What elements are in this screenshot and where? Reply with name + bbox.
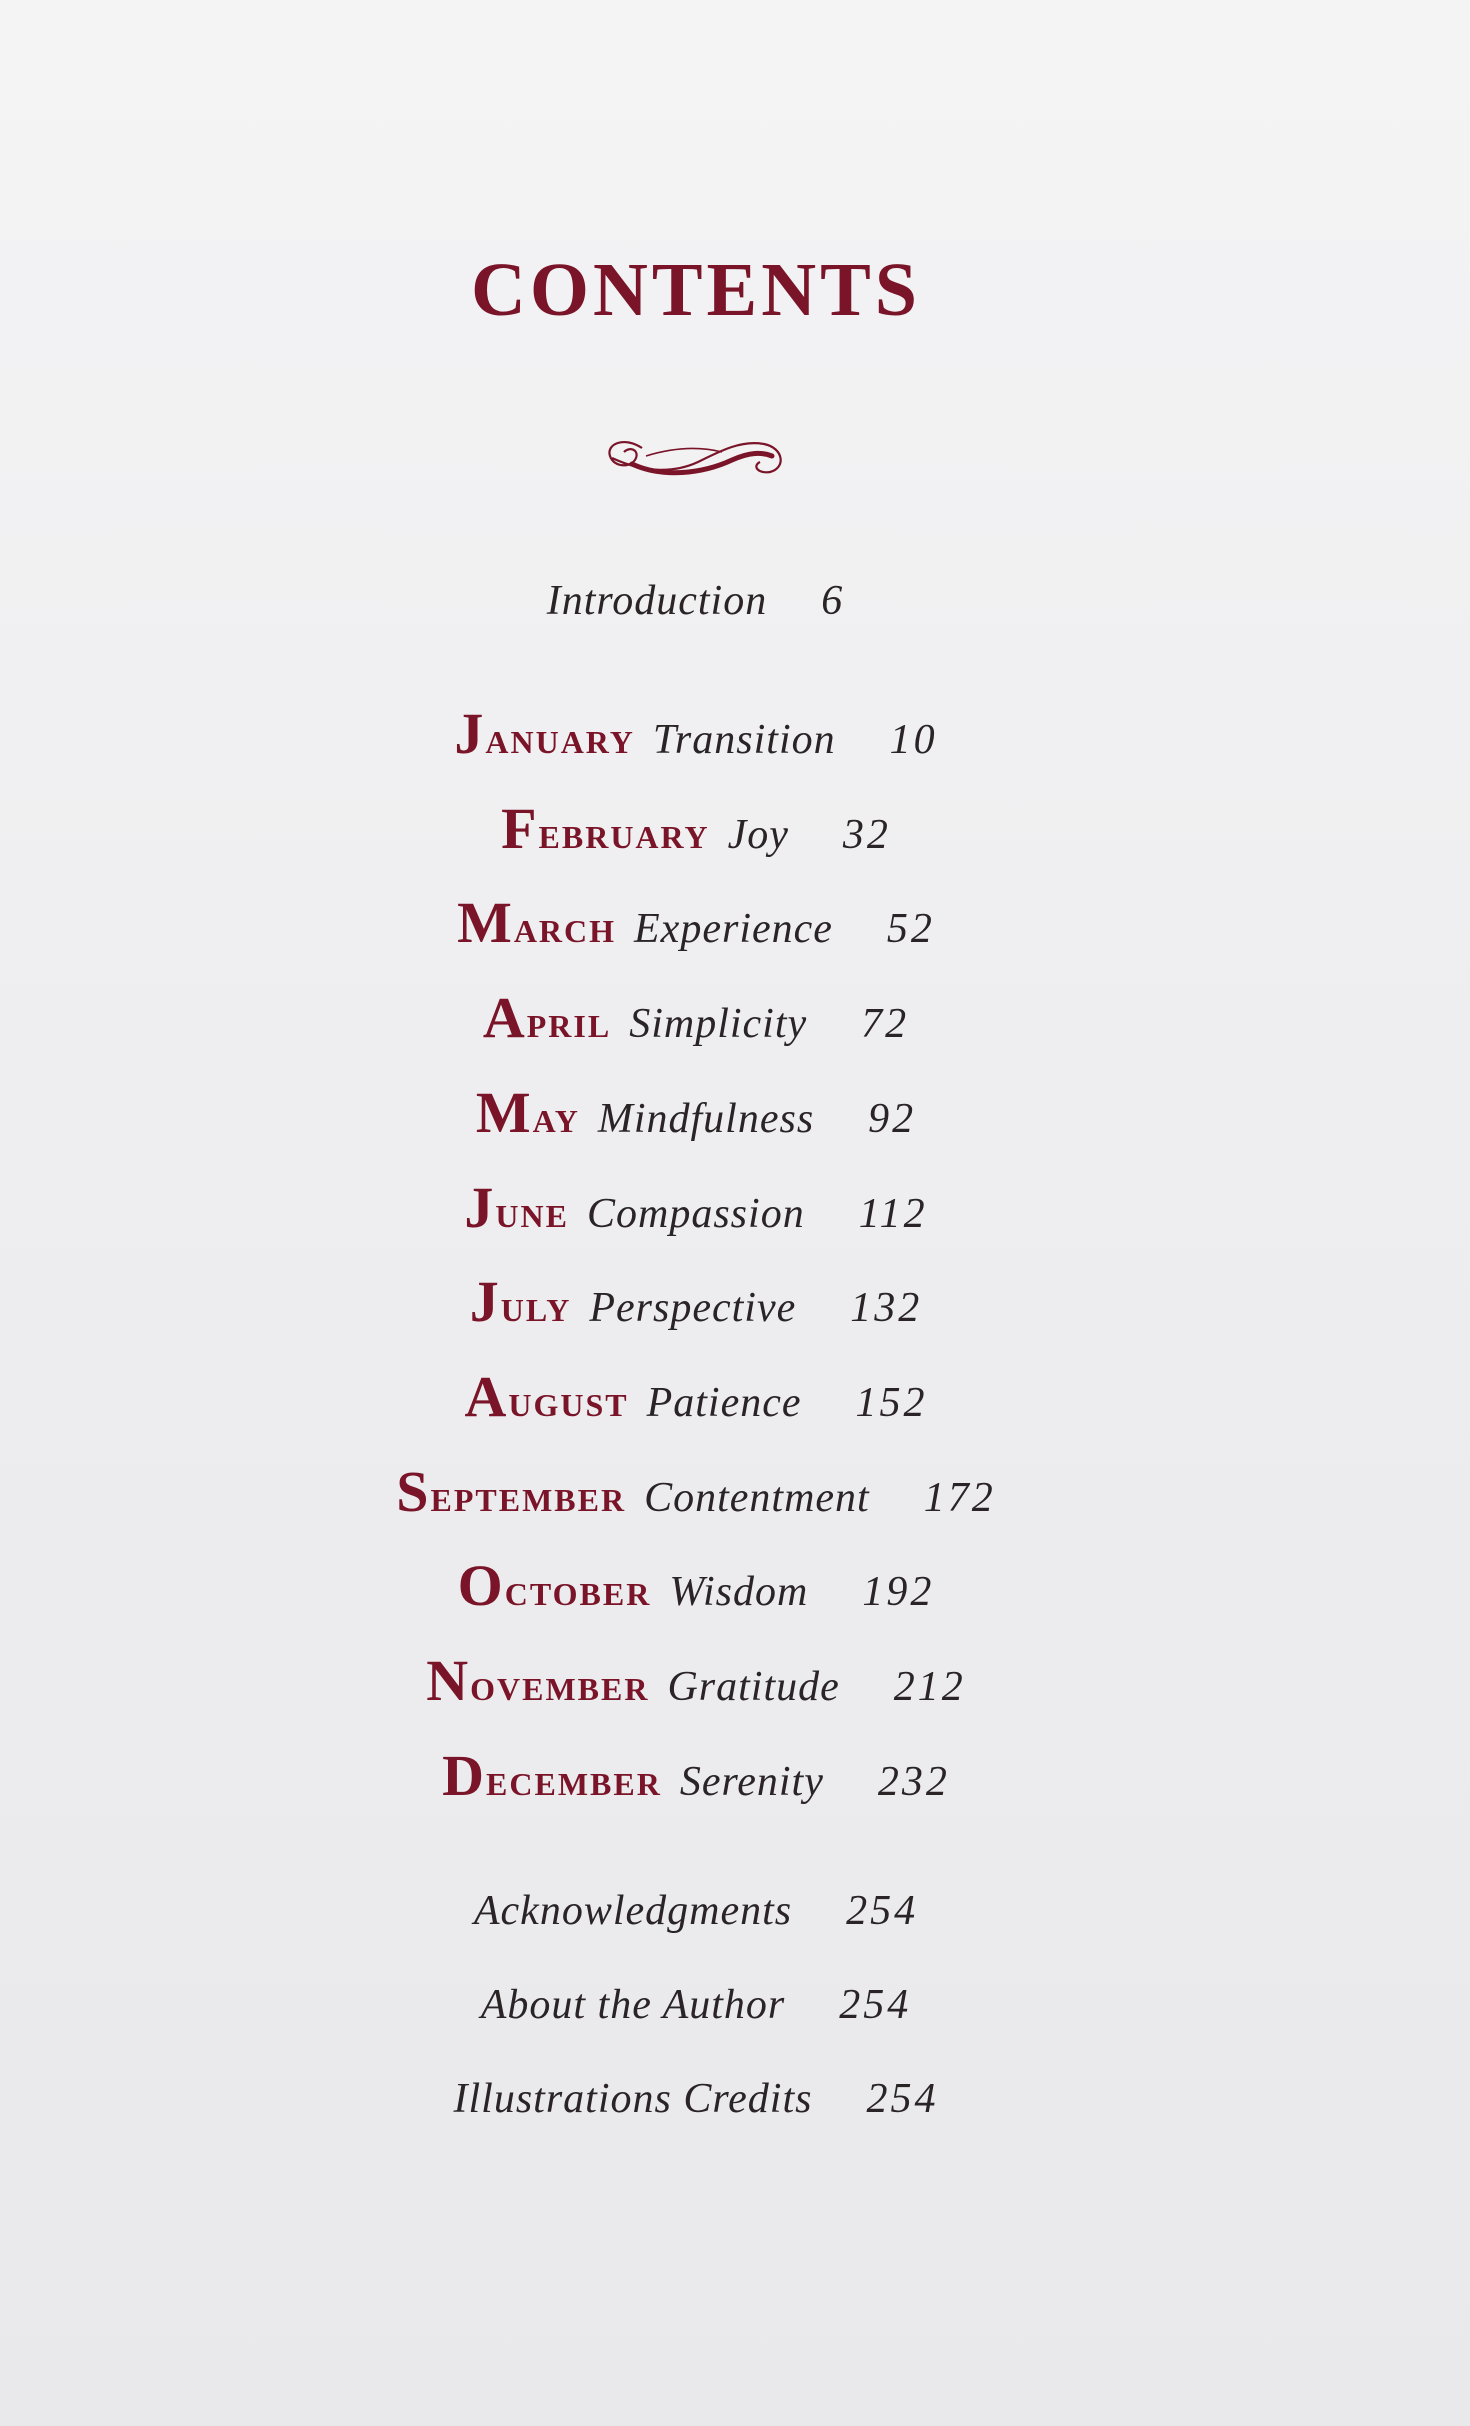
- toc-page-number: 10: [889, 717, 938, 763]
- toc-back-matter-entry[interactable]: [0, 1890, 1392, 1932]
- toc-month-entry[interactable]: [0, 796, 1392, 861]
- toc-back-matter-entry[interactable]: [0, 1984, 1392, 2026]
- toc-month-theme: Simplicity: [629, 1001, 808, 1047]
- toc-month-name: [475, 1080, 580, 1145]
- toc-month-theme: Mindfulness: [597, 1096, 815, 1142]
- toc-month-rest: pril: [526, 996, 612, 1047]
- toc-month-entry[interactable]: [0, 701, 1392, 766]
- toc-month-name: [482, 985, 612, 1050]
- toc-month-rest: eptember: [430, 1470, 627, 1521]
- toc-month-name: [457, 1553, 652, 1618]
- toc-page-number: 254: [866, 2076, 939, 2122]
- toc-month-entry[interactable]: [0, 1459, 1392, 1524]
- toc-month-name: [396, 1459, 627, 1524]
- toc-month-initial: M: [457, 890, 514, 955]
- flourish-ornament-icon: [602, 428, 790, 490]
- toc-month-entry[interactable]: [0, 1743, 1392, 1808]
- toc-month-entry[interactable]: [0, 1553, 1392, 1618]
- toc-month-name: [464, 1364, 629, 1429]
- toc-month-initial: J: [454, 701, 486, 766]
- toc-month-rest: ovember: [470, 1659, 650, 1710]
- toc-month-name: [464, 1175, 569, 1240]
- toc-month-name: [457, 890, 617, 955]
- toc-introduction[interactable]: [0, 580, 1392, 622]
- toc-page-number: 132: [850, 1285, 923, 1331]
- toc-month-name: [426, 1648, 650, 1713]
- toc-page-number: 112: [858, 1191, 928, 1237]
- toc-month-name: [501, 796, 710, 861]
- toc-month-rest: ecember: [486, 1754, 662, 1805]
- toc-label: Introduction: [546, 578, 768, 624]
- toc-page-number: 52: [886, 906, 935, 952]
- toc-month-rest: ugust: [508, 1375, 629, 1426]
- toc-month-initial: J: [464, 1175, 496, 1240]
- toc-month-rest: arch: [513, 901, 617, 952]
- toc-month-name: [442, 1743, 662, 1808]
- toc-month-entry[interactable]: [0, 1648, 1392, 1713]
- toc-month-initial: O: [457, 1553, 505, 1618]
- toc-month-initial: F: [501, 796, 539, 861]
- toc-month-rest: uly: [500, 1280, 572, 1331]
- toc-page-number: 254: [839, 1982, 912, 2028]
- toc-page-number: 92: [868, 1096, 917, 1142]
- toc-month-initial: N: [426, 1648, 471, 1713]
- toc-month-entry[interactable]: [0, 1175, 1392, 1240]
- toc-month-entry[interactable]: [0, 1080, 1392, 1145]
- toc-month-theme: Contentment: [644, 1475, 870, 1521]
- toc-month-entry[interactable]: [0, 985, 1392, 1050]
- toc-month-initial: S: [396, 1459, 431, 1524]
- toc-month-initial: J: [469, 1269, 501, 1334]
- toc-label: About the Author: [480, 1982, 786, 2028]
- toc-page-number: 6: [821, 578, 846, 624]
- toc-month-theme: Patience: [646, 1380, 802, 1426]
- toc-month-theme: Gratitude: [667, 1664, 840, 1710]
- toc-month-theme: Experience: [634, 906, 833, 952]
- toc-page-number: 212: [893, 1664, 966, 1710]
- toc-month-initial: A: [482, 985, 527, 1050]
- toc-page-number: 254: [846, 1888, 919, 1934]
- toc-page-number: 192: [862, 1569, 935, 1615]
- toc-page-number: 152: [855, 1380, 928, 1426]
- toc-page-number: 72: [861, 1001, 910, 1047]
- toc-month-theme: Perspective: [589, 1285, 797, 1331]
- toc-month-name: [454, 701, 635, 766]
- toc-month-name: [469, 1269, 572, 1334]
- toc-page-number: 32: [842, 812, 891, 858]
- toc-month-theme: Wisdom: [669, 1569, 809, 1615]
- toc-month-rest: ctober: [504, 1564, 652, 1615]
- toc-page-number: 172: [923, 1475, 996, 1521]
- toc-month-rest: ebruary: [538, 807, 710, 858]
- toc-month-initial: A: [464, 1364, 509, 1429]
- toc-month-theme: Joy: [727, 812, 789, 858]
- toc-back-matter-entry[interactable]: [0, 2078, 1392, 2120]
- toc-page-number: 232: [877, 1759, 950, 1805]
- toc-month-entry[interactable]: [0, 1269, 1392, 1334]
- toc-label: Illustrations Credits: [453, 2076, 813, 2122]
- toc-label: Acknowledgments: [473, 1888, 793, 1934]
- toc-month-entry[interactable]: [0, 890, 1392, 955]
- toc-month-rest: une: [495, 1186, 569, 1237]
- toc-month-theme: Serenity: [679, 1759, 824, 1805]
- toc-month-rest: anuary: [485, 712, 635, 763]
- toc-month-initial: D: [442, 1743, 487, 1808]
- toc-month-entry[interactable]: [0, 1364, 1392, 1429]
- toc-month-theme: Transition: [652, 717, 836, 763]
- toc-month-initial: M: [475, 1080, 533, 1145]
- toc-month-rest: ay: [532, 1091, 580, 1142]
- page-title: CONTENTS: [470, 248, 922, 332]
- toc-month-theme: Compassion: [586, 1191, 805, 1237]
